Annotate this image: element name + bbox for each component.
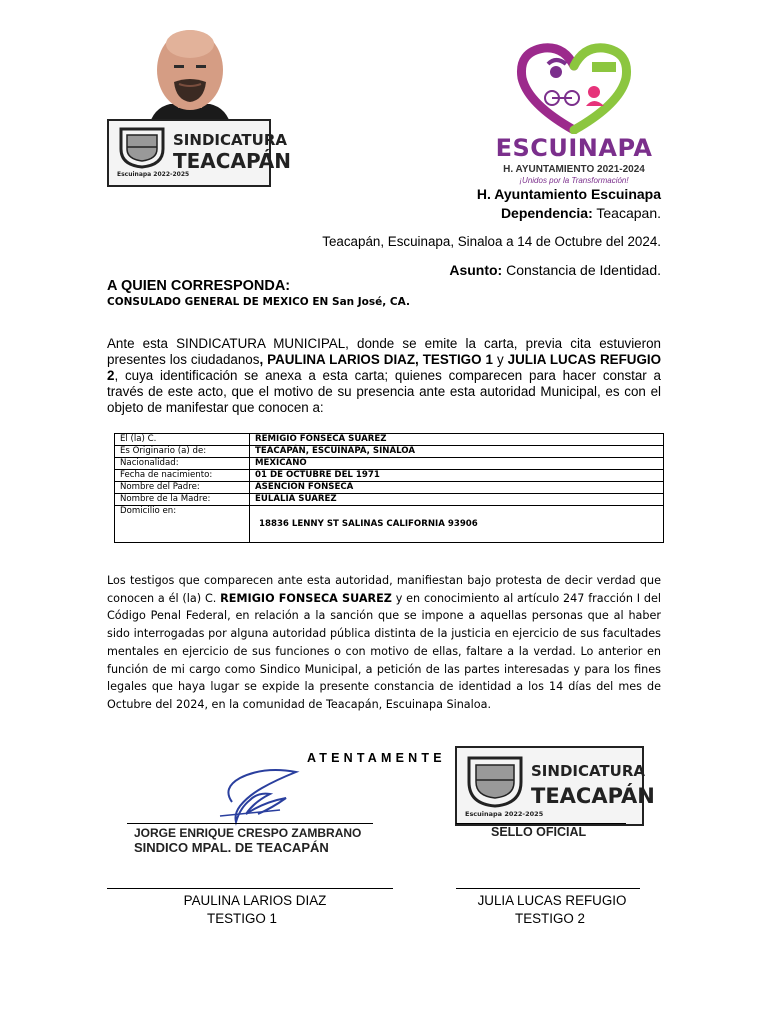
municipal-seal-icon [117,125,167,169]
intro-text-1: Ante esta SINDICATURA MUNICIPAL, donde se emite la carta, previa cita estuvieron presentes los ciudadanos [107,336,661,367]
seal-label: SELLO OFICIAL [491,825,587,839]
witness-1-name: PAULINA LARIOS DIAZ [183,893,327,908]
table-label: Domicilio en: [115,506,250,543]
handwritten-signature [200,758,320,830]
addressee-title: A QUIEN CORRESPONDA: [107,278,291,294]
witness-names-2: JULIA LUCAS REFUGIO 2 [107,352,661,383]
logo-slogan: ¡Unidos por la Transformación! [519,176,629,185]
stamp-title: SINDICATURA [173,131,287,149]
table-value: MEXICANO [250,458,664,470]
table-value: ASENCION FONSECA [250,482,664,494]
table-row [115,446,664,458]
signer-name: JORGE ENRIQUE CRESPO ZAMBRANO [134,826,362,840]
dependency-line [501,205,661,221]
stamp-title: SINDICATURA [531,762,645,780]
table-row [115,494,664,506]
intro-connector: y [492,352,508,367]
place-date: Teacapán, Escuinapa, Sinaloa a 14 de Octubre del 2024. [322,234,661,249]
closing-text: ATENTAMENTE [307,751,446,765]
table-row [115,482,664,494]
stamp-period: Escuinapa 2022-2025 [465,810,544,818]
witness-2-role: TESTIGO 2 [515,911,585,926]
testimony-name: REMIGIO FONSECA SUAREZ [220,591,392,605]
signer-role: SINDICO MPAL. DE TEACAPÁN [134,840,329,855]
witness-names-1: , PAULINA LARIOS DIAZ, TESTIGO 1 [259,352,493,367]
witness-line-2 [456,888,640,889]
addressee-subtitle: CONSULADO GENERAL DE MEXICO EN San José, CA. [107,296,410,308]
intro-paragraph [107,336,661,416]
municipal-seal-icon [465,754,525,808]
witness-1-role: TESTIGO 1 [207,911,277,926]
stamp-period: Escuinapa 2022-2025 [117,171,190,178]
witness-line-1 [107,888,393,889]
table-label: Nacionalidad: [115,458,250,470]
signature-line [127,823,373,824]
table-label: Fecha de nacimiento: [115,470,250,482]
seal-line [456,823,626,824]
dependency-value: Teacapan. [596,205,661,221]
table-row [115,470,664,482]
logo-subtitle: H. AYUNTAMIENTO 2021-2024 [503,164,645,175]
table-value: REMIGIO FONSECA SUAREZ [250,434,664,446]
institution-name: H. Ayuntamiento Escuinapa [476,186,661,202]
table-row [115,434,664,446]
table-label: Es Originario (a) de: [115,446,250,458]
table-label: Nombre del Padre: [115,482,250,494]
stamp-place: TEACAPÁN [173,149,291,173]
table-value: EULALIA SUAREZ [250,494,664,506]
sindicatura-stamp-bottom [455,746,655,826]
sindicatura-stamp-top [107,119,291,187]
portrait-photo [140,22,240,130]
subject-label: Asunto: [449,262,503,278]
intro-text-2: , cuya identificación se anexa a esta carta; quienes comparecen para hacer constar a través de este acto, que el motivo de su presencia ante esta autoridad Municipal, es con el objeto de manifestar que conocen a: [107,368,661,415]
table-row [115,506,664,543]
escuinapa-logo [488,42,660,187]
heart-logo-icon [508,42,640,134]
testimony-paragraph [107,572,661,714]
identity-table [114,433,664,543]
stamp-place: TEACAPÁN [531,784,655,808]
logo-name: ESCUINAPA [495,134,653,162]
subject-line [449,262,661,278]
table-value: 01 DE OCTUBRE DEL 1971 [250,470,664,482]
testimony-text-1: Los testigos que comparecen ante esta autoridad, manifiestan bajo protesta de decir verdad que conocen a él (la) C. [107,574,661,605]
table-label: Nombre de la Madre: [115,494,250,506]
witness-2-name: JULIA LUCAS REFUGIO [477,893,627,908]
table-value: TEACAPÁN, ESCUINAPA, SINALOA [250,446,664,458]
testimony-text-2: y en conocimiento al artículo 247 fracción I del Código Penal Federal, en relación a la sanción que se impone a aquellas personas que al haber sido interrogadas por alguna autoridad pública distinta de la justicia en ejercicio de sus facultades mentales en ejercicio de sus funciones o con motivo de ellas, faltare a la verdad. Lo anterior en función de mi cargo como Sindico Municipal, a petición de las partes interesadas y para los fines legales que haya lugar se expide la presente constancia de identidad a los 14 días del mes de Octubre del 2024, en la comunidad de Teacapán, Escuinapa Sinaloa. [107,591,662,711]
subject-value: Constancia de Identidad. [506,262,661,278]
table-value: 18836 LENNY ST SALINAS CALIFORNIA 93906 [250,506,664,543]
dependency-label: Dependencia: [500,205,593,221]
table-label: El (la) C. [115,434,250,446]
table-row [115,458,664,470]
